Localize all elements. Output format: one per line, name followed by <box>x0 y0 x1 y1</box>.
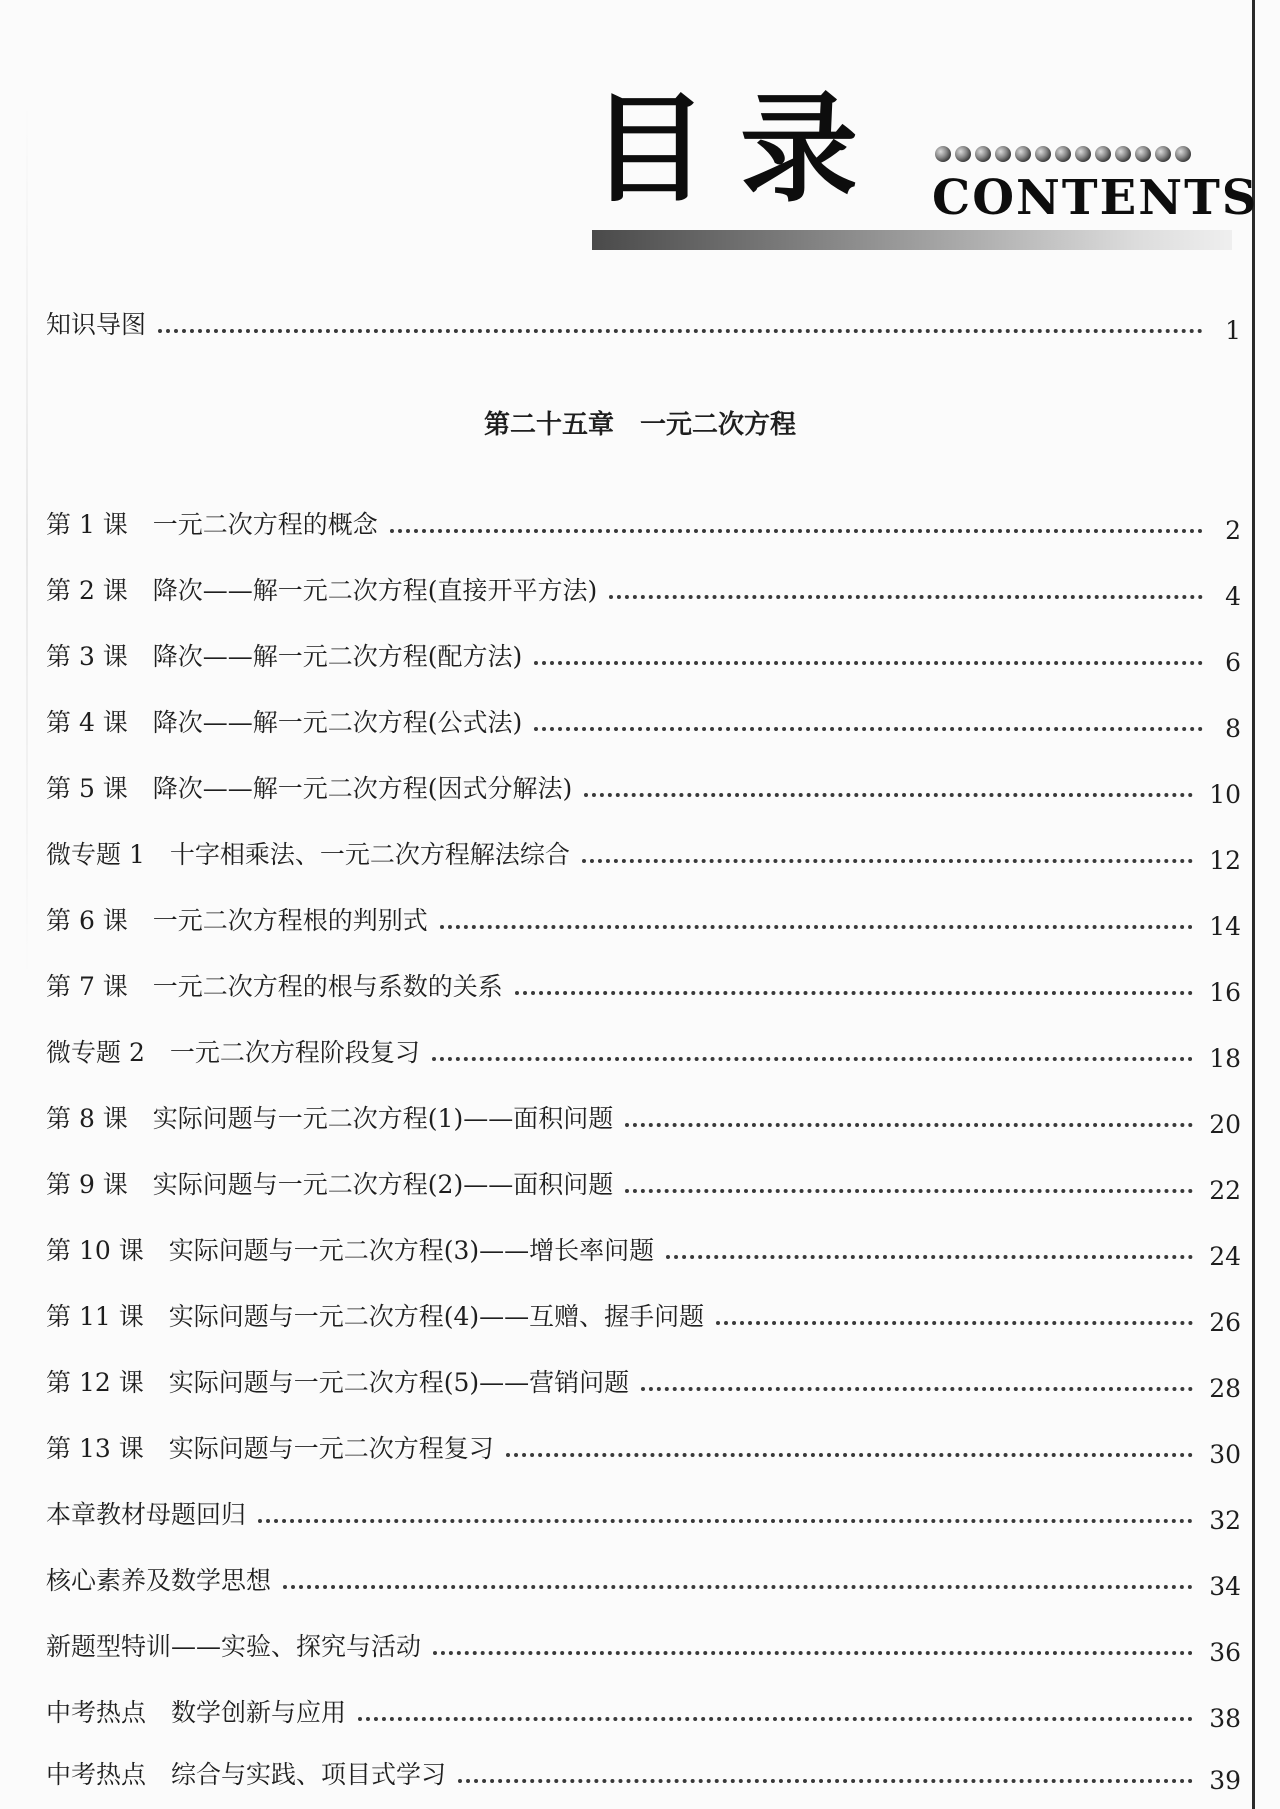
toc-entry[interactable] <box>46 1624 1241 1667</box>
toc-page-number: 18 <box>1209 1044 1241 1073</box>
toc-entry-label: 第 7 课 一元二次方程的根与系数的关系 <box>46 972 503 1001</box>
dot-leader <box>625 1123 1193 1127</box>
toc-entry-label: 核心素养及数学思想 <box>46 1566 272 1595</box>
dot-ornament <box>1155 146 1171 162</box>
toc-page-number: 2 <box>1225 516 1241 545</box>
toc-page-number: 26 <box>1209 1308 1241 1337</box>
toc-title: 目录 <box>590 80 891 218</box>
toc-entry[interactable] <box>46 1492 1241 1535</box>
toc-page-number: 39 <box>1209 1766 1241 1795</box>
toc-entry-label: 第 5 课 降次——解一元二次方程(因式分解法) <box>46 774 573 803</box>
dot-leader <box>358 1717 1193 1721</box>
dot-ornament <box>975 146 991 162</box>
dot-leader <box>515 991 1193 995</box>
toc-page-number: 36 <box>1209 1638 1241 1667</box>
toc-entry[interactable] <box>46 1030 1241 1073</box>
toc-page-number: 14 <box>1209 912 1241 941</box>
dot-leader <box>534 661 1203 665</box>
toc-page-number: 30 <box>1209 1440 1241 1469</box>
dot-ornament <box>995 146 1011 162</box>
toc-entry[interactable] <box>46 1690 1241 1733</box>
toc-page-number: 12 <box>1209 846 1241 875</box>
toc-entry-label: 第 6 课 一元二次方程根的判别式 <box>46 906 428 935</box>
dot-leader <box>506 1453 1193 1457</box>
toc-page-number: 34 <box>1209 1572 1241 1601</box>
dot-leader <box>258 1519 1193 1523</box>
dot-ornament <box>1175 146 1191 162</box>
toc-entry[interactable] <box>46 1096 1241 1139</box>
toc-entry[interactable] <box>46 1426 1241 1469</box>
toc-entry[interactable] <box>46 1162 1241 1205</box>
toc-entry[interactable] <box>46 1558 1241 1601</box>
dot-ornament <box>1055 146 1071 162</box>
dot-ornament <box>1015 146 1031 162</box>
toc-entry[interactable] <box>46 1752 1241 1795</box>
toc-page-number: 6 <box>1225 648 1241 677</box>
toc-entry-label: 第 13 课 实际问题与一元二次方程复习 <box>46 1434 494 1463</box>
toc-entry-label: 第 10 课 实际问题与一元二次方程(3)——增长率问题 <box>46 1236 655 1265</box>
dot-leader <box>458 1779 1193 1783</box>
decorative-dots <box>935 146 1191 162</box>
toc-page-number: 32 <box>1209 1506 1241 1535</box>
toc-entry-label: 中考热点 数学创新与应用 <box>46 1698 347 1727</box>
dot-leader <box>666 1255 1193 1259</box>
toc-entry[interactable] <box>46 898 1241 941</box>
dot-leader <box>433 1651 1193 1655</box>
chapter-heading: 第二十五章 一元二次方程 <box>483 410 796 440</box>
contents-subtitle: CONTENTS <box>932 170 1259 226</box>
dot-ornament <box>1135 146 1151 162</box>
dot-leader <box>432 1057 1193 1061</box>
dot-leader <box>609 595 1203 599</box>
dot-leader <box>584 793 1193 797</box>
dot-ornament <box>1035 146 1051 162</box>
toc-entry[interactable] <box>46 634 1241 677</box>
toc-entry-knowledge-map[interactable] <box>46 302 1241 345</box>
dot-leader <box>625 1189 1193 1193</box>
dot-ornament <box>1095 146 1111 162</box>
dot-leader <box>716 1321 1193 1325</box>
dot-leader <box>440 925 1193 929</box>
toc-page-number: 24 <box>1209 1242 1241 1271</box>
toc-entry-label: 第 3 课 降次——解一元二次方程(配方法) <box>46 642 523 671</box>
toc-entry-label: 知识导图 <box>46 310 147 339</box>
toc-entry-label: 微专题 2 一元二次方程阶段复习 <box>46 1038 420 1067</box>
toc-page-number: 4 <box>1225 582 1241 611</box>
dot-ornament <box>955 146 971 162</box>
dot-ornament <box>1075 146 1091 162</box>
toc-page-number: 16 <box>1209 978 1241 1007</box>
toc-entry[interactable] <box>46 568 1241 611</box>
toc-entry-label: 第 2 课 降次——解一元二次方程(直接开平方法) <box>46 576 598 605</box>
toc-page-number: 10 <box>1209 780 1241 809</box>
toc-entry[interactable] <box>46 1228 1241 1271</box>
binding-shadow <box>26 100 28 980</box>
dot-ornament <box>935 146 951 162</box>
toc-entry-label: 第 4 课 降次——解一元二次方程(公式法) <box>46 708 523 737</box>
dot-leader <box>582 859 1193 863</box>
toc-entry-label: 微专题 1 十字相乘法、一元二次方程解法综合 <box>46 840 570 869</box>
toc-page-number: 22 <box>1209 1176 1241 1205</box>
toc-entry-label: 第 1 课 一元二次方程的概念 <box>46 510 378 539</box>
dot-ornament <box>1115 146 1131 162</box>
toc-entry[interactable] <box>46 502 1241 545</box>
toc-page-number: 28 <box>1209 1374 1241 1403</box>
page-edge <box>1252 0 1255 1809</box>
toc-entry[interactable] <box>46 766 1241 809</box>
toc-entry-label: 新题型特训——实验、探究与活动 <box>46 1632 422 1661</box>
toc-entry[interactable] <box>46 700 1241 743</box>
toc-page-number: 20 <box>1209 1110 1241 1139</box>
dot-leader <box>390 529 1203 533</box>
toc-page-number: 38 <box>1209 1704 1241 1733</box>
toc-entry-label: 第 11 课 实际问题与一元二次方程(4)——互赠、握手问题 <box>46 1302 705 1331</box>
toc-entry[interactable] <box>46 832 1241 875</box>
toc-entry-label: 第 9 课 实际问题与一元二次方程(2)——面积问题 <box>46 1170 614 1199</box>
toc-header <box>590 80 1259 265</box>
dot-leader <box>534 727 1203 731</box>
dot-leader <box>283 1585 1193 1589</box>
dot-leader <box>158 329 1203 333</box>
toc-entry[interactable] <box>46 1294 1241 1337</box>
toc-page-number: 8 <box>1225 714 1241 743</box>
toc-entry[interactable] <box>46 964 1241 1007</box>
toc-entry-label: 第 8 课 实际问题与一元二次方程(1)——面积问题 <box>46 1104 614 1133</box>
toc-entry-label: 中考热点 综合与实践、项目式学习 <box>46 1760 447 1789</box>
header-gradient-bar <box>592 230 1232 250</box>
dot-leader <box>641 1387 1193 1391</box>
toc-entry[interactable] <box>46 1360 1241 1403</box>
toc-page-number: 1 <box>1225 316 1241 345</box>
toc-entry-label: 本章教材母题回归 <box>46 1500 247 1529</box>
toc-entry-label: 第 12 课 实际问题与一元二次方程(5)——营销问题 <box>46 1368 630 1397</box>
